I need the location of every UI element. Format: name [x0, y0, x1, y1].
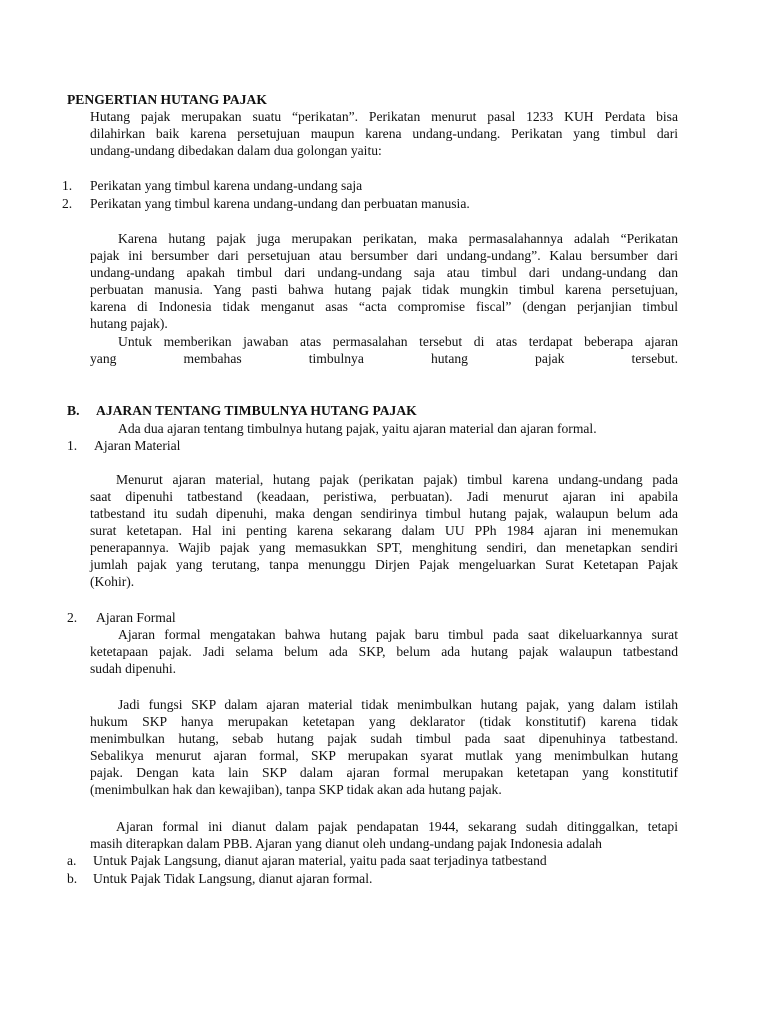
paragraph-line: dilahirkan baik karena persetujuan maupun karena undang-undang. Perikatan yang timbul dari [90, 126, 678, 141]
list-item: Perikatan yang timbul karena undang-undang saja [90, 178, 363, 193]
paragraph-line: tatbestand itu sudah dipenuhi, maka dengan sendirinya timbul hutang pajak, walaupun belum ada [90, 506, 678, 521]
paragraph-line: hukum SKP hanya merupakan ketetapan yang deklarator (tidak konstitutif) karena tidak [90, 714, 678, 729]
paragraph-line: Menurut ajaran material, hutang pajak (perikatan pajak) timbul karena undang-undang pada [116, 472, 678, 487]
paragraph-line: Jadi fungsi SKP dalam ajaran material tidak menimbulkan hutang pajak, yang dalam istilah [118, 697, 678, 712]
list-number: 2. [62, 196, 73, 211]
list-item: Untuk Pajak Langsung, dianut ajaran material, yaitu pada saat terjadinya tatbestand [93, 853, 547, 868]
paragraph-line: ketetapaan pajak. Jadi selama belum ada SKP, belum ada hutang pajak walaupun tatbestand [90, 644, 678, 659]
paragraph-line: (Kohir). [90, 574, 135, 589]
paragraph-line: undang-undang dibedakan dalam dua golongan yaitu: [90, 143, 382, 158]
paragraph-line: Ajaran formal ini dianut dalam pajak pendapatan 1944, sekarang sudah ditinggalkan, tetapi [116, 819, 678, 834]
paragraph-line: Sebalikya menurut ajaran formal, SKP merupakan syarat mutlak yang menimbulkan hutang [90, 748, 678, 763]
section-letter: B. [67, 403, 80, 418]
paragraph-line: Karena hutang pajak juga merupakan perikatan, maka permasalahannya adalah “Perikatan [118, 231, 678, 246]
paragraph-line: pajak ini bersumber dari persetujuan atau bersumber dari undang-undang”. Kalau bersumber dari [90, 248, 678, 263]
paragraph-line: yang membahas timbulnya hutang pajak tersebut. [90, 351, 678, 366]
paragraph-line: masih diterapkan dalam PBB. Ajaran yang dianut oleh undang-undang pajak Indonesia adalah [90, 836, 602, 851]
list-letter: a. [67, 853, 77, 868]
section-intro: Ada dua ajaran tentang timbulnya hutang pajak, yaitu ajaran material dan ajaran formal. [118, 421, 597, 436]
paragraph-line: Untuk memberikan jawaban atas permasalahan tersebut di atas terdapat beberapa ajaran [118, 334, 678, 349]
paragraph-line: (menimbulkan hak dan kewajiban), tanpa SKP tidak akan ada hutang pajak. [90, 782, 502, 797]
list-item: Perikatan yang timbul karena undang-undang dan perbuatan manusia. [90, 196, 470, 211]
list-item: Untuk Pajak Tidak Langsung, dianut ajaran formal. [93, 871, 373, 886]
subsection-title-formal: Ajaran Formal [96, 610, 176, 625]
paragraph-line: undang-undang apakah timbul dari undang-undang saja atau timbul dari undang-undang dan [90, 265, 678, 280]
paragraph-line: Ajaran formal mengatakan bahwa hutang pajak baru timbul pada saat dikeluarkannya surat [118, 627, 678, 642]
list-letter: b. [67, 871, 78, 886]
paragraph-line: saat dipenuhi tatbestand (keadaan, peristiwa, perbuatan). Jadi menurut ajaran ini apabila [90, 489, 678, 504]
paragraph-line: sudah dipenuhi. [90, 661, 177, 676]
paragraph-line: jumlah pajak yang terutang, tanpa menunggu Dirjen Pajak mengeluarkan Surat Ketetapan Pajak [90, 557, 678, 572]
paragraph-line: surat ketetapan. Hal ini penting karena sekarang dalam UU PPh 1984 ajaran ini menemukan [90, 523, 678, 538]
list-number: 1. [67, 438, 78, 453]
list-number: 2. [67, 610, 78, 625]
paragraph-line: karena di Indonesia tidak menganut asas “acta compromise fiscal” (dengan perjanjian timbul [90, 299, 678, 314]
subsection-title-material: Ajaran Material [94, 438, 181, 453]
list-number: 1. [62, 178, 73, 193]
paragraph-line: pajak. Dengan kata lain SKP dalam ajaran formal merupakan ketetapan yang konstitutif [90, 765, 678, 780]
paragraph-line: penerapannya. Wajib pajak yang memasukkan SPT, menghitung sendiri, dan menetapkan sendiri [90, 540, 678, 555]
paragraph-line: menimbulkan hutang, sebab hutang pajak sudah timbul pada saat dipenuhinya tatbestand. [90, 731, 678, 746]
section-heading-pengertian: PENGERTIAN HUTANG PAJAK [67, 92, 267, 107]
paragraph-line: Hutang pajak merupakan suatu “perikatan”. Perikatan menurut pasal 1233 KUH Perdata bisa [90, 109, 678, 124]
section-heading-ajaran: AJARAN TENTANG TIMBULNYA HUTANG PAJAK [96, 403, 417, 418]
paragraph-line: hutang pajak). [90, 316, 168, 331]
paragraph-line: perbuatan manusia. Yang pasti bahwa hutang pajak tidak mungkin timbul karena persetujuan, [90, 282, 678, 297]
